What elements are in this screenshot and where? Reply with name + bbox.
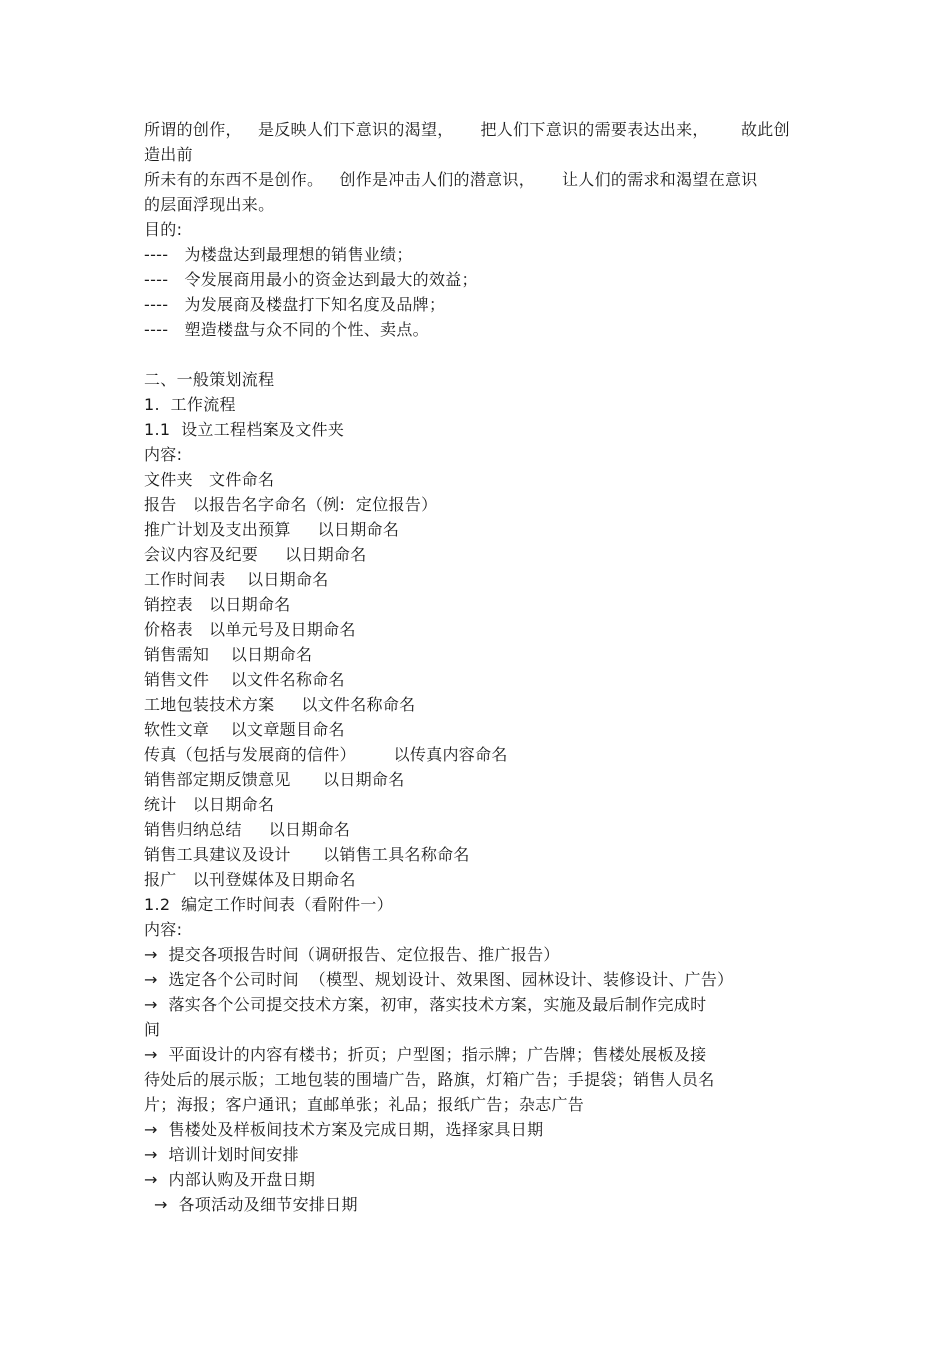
file-naming-row: 软性文章 以文章题目命名: [144, 720, 345, 739]
file-naming-row: 销售工具建议及设计 以销售工具名称命名: [144, 845, 470, 864]
schedule-item: 待处后的展示版；工地包装的围墙广告，路旗，灯箱广告；手提袋；销售人员名: [144, 1070, 715, 1089]
file-naming-row: 报广 以刊登媒体及日期命名: [144, 870, 356, 889]
purpose-label: 目的:: [144, 220, 183, 239]
schedule-item: 片；海报；客户通讯；直邮单张；礼品；报纸广告；杂志广告: [144, 1095, 585, 1114]
document-body: [144, 117, 824, 1217]
subsection-heading: 1. 工作流程: [144, 395, 236, 414]
content-label: 内容:: [144, 445, 183, 464]
file-naming-row: 销售文件 以文件名称命名: [144, 670, 345, 689]
content-label: 内容:: [144, 920, 183, 939]
intro-line: 所未有的东西不是创作。 创作是冲击人们的潜意识， 让人们的需求和渴望在意识: [144, 170, 758, 189]
schedule-item-last: → 各项活动及细节安排日期: [154, 1195, 358, 1214]
file-naming-row: 销控表 以日期命名: [144, 595, 291, 614]
subsection-heading: 1.2 编定工作时间表（看附件一）: [144, 895, 394, 914]
purpose-item: ---- 令发展商用最小的资金达到最大的效益；: [144, 270, 478, 289]
schedule-item: → 内部认购及开盘日期: [144, 1170, 316, 1189]
file-naming-row: 文件夹 文件命名: [144, 470, 275, 489]
file-naming-row: 推广计划及支出预算 以日期命名: [144, 520, 400, 539]
file-naming-row: 销售需知 以日期命名: [144, 645, 313, 664]
file-naming-row: 价格表 以单元号及日期命名: [144, 620, 356, 639]
schedule-item: → 落实各个公司提交技术方案，初审，落实技术方案，实施及最后制作完成时: [144, 995, 707, 1014]
file-naming-row: 销售归纳总结 以日期命名: [144, 820, 351, 839]
file-naming-row: 统计 以日期命名: [144, 795, 275, 814]
subsection-heading: 1.1 设立工程档案及文件夹: [144, 420, 345, 439]
blank-line: [144, 342, 824, 367]
intro-line: 造出前: [144, 145, 193, 164]
intro-line: 所谓的创作， 是反映人们下意识的渴望， 把人们下意识的需要表达出来， 故此创: [144, 120, 790, 139]
file-naming-row: 会议内容及纪要 以日期命名: [144, 545, 367, 564]
schedule-item: → 选定各个公司时间 （模型、规划设计、效果图、园林设计、装修设计、广告）: [144, 970, 734, 989]
schedule-item: → 培训计划时间安排: [144, 1145, 299, 1164]
section-title: 二、一般策划流程: [144, 370, 275, 389]
file-naming-row: 报告 以报告名字命名（例: 定位报告）: [144, 495, 438, 514]
file-naming-row: 工作时间表 以日期命名: [144, 570, 329, 589]
intro-line: 的层面浮现出来。: [144, 195, 275, 214]
schedule-item: 间: [144, 1020, 161, 1039]
schedule-item: → 平面设计的内容有楼书；折页；户型图；指示牌；广告牌；售楼处展板及接: [144, 1045, 707, 1064]
schedule-item: → 提交各项报告时间（调研报告、定位报告、推广报告）: [144, 945, 560, 964]
purpose-item: ---- 为发展商及楼盘打下知名度及品牌；: [144, 295, 446, 314]
purpose-item: ---- 塑造楼盘与众不同的个性、卖点。: [144, 320, 429, 339]
file-naming-row: 传真（包括与发展商的信件） 以传真内容命名: [144, 745, 508, 764]
file-naming-row: 工地包装技术方案 以文件名称命名: [144, 695, 416, 714]
purpose-item: ---- 为楼盘达到最理想的销售业绩；: [144, 245, 413, 264]
schedule-item: → 售楼处及样板间技术方案及完成日期，选择家具日期: [144, 1120, 544, 1139]
file-naming-row: 销售部定期反馈意见 以日期命名: [144, 770, 405, 789]
